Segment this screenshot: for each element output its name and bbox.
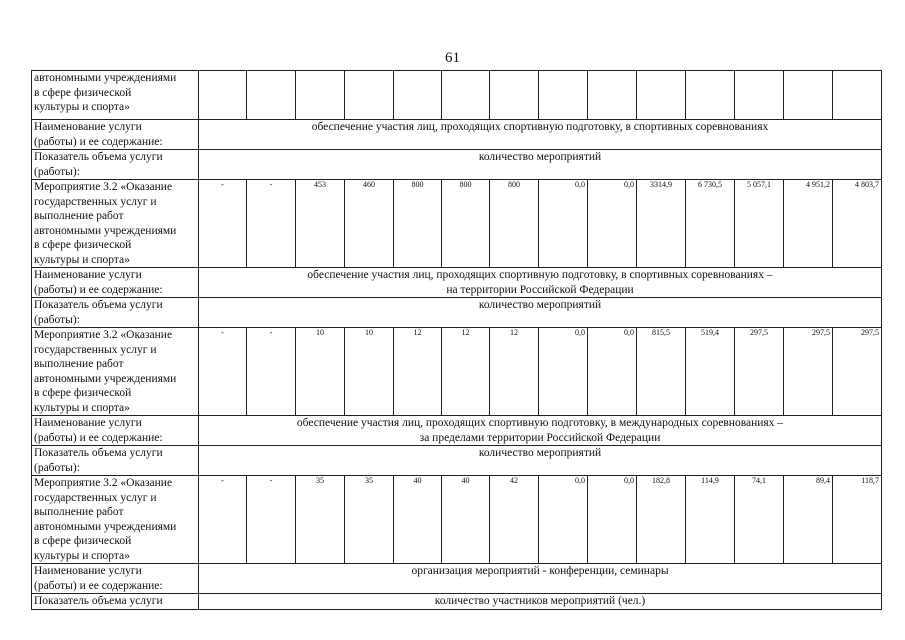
value-cell: 297,5 (833, 328, 882, 416)
row-label-line: государственных услуг и (34, 195, 157, 208)
value-cell: 0,0 (539, 476, 588, 564)
value-cell (247, 71, 296, 120)
value-cell: 35 (345, 476, 394, 564)
value-cell: - (199, 328, 247, 416)
row-label (32, 328, 199, 416)
description-line: обеспечение участия лиц, проходящих спортивную подготовку, в спортивных соревнованиях (311, 121, 769, 133)
row-label (32, 476, 199, 564)
row-label-line: выполнение работ (34, 506, 124, 518)
row-label-line: культуры и спорта» (34, 549, 130, 562)
value-cell: 12 (394, 328, 442, 416)
value-cell (833, 71, 882, 120)
indicator-row (32, 298, 882, 328)
value-cell: 460 (345, 180, 394, 268)
row-label (32, 298, 199, 328)
value-cell: 800 (394, 180, 442, 268)
value-cell: 40 (394, 476, 442, 564)
row-label (32, 71, 199, 120)
row-label (32, 446, 199, 476)
value-cell: 297,5 (784, 328, 833, 416)
row-label-line: Наименование услуги (34, 121, 142, 133)
value-cell (539, 71, 588, 120)
value-cell: 182,8 (637, 476, 686, 564)
row-label-line: выполнение работ (34, 210, 124, 222)
value-cell: 114,9 (686, 476, 735, 564)
row-label-line: (работы): (34, 461, 80, 474)
description-line: количество мероприятий (478, 447, 602, 459)
value-cell: 10 (345, 328, 394, 416)
row-label-line: автономными учреждениями (34, 72, 177, 84)
row-label-line: в сфере физической (34, 535, 132, 547)
value-cell: 10 (296, 328, 345, 416)
row-label-line: Наименование услуги (34, 269, 142, 281)
service-description (199, 120, 882, 150)
row-label (32, 564, 199, 594)
value-cell (490, 71, 539, 120)
value-cell: - (247, 328, 296, 416)
indicator-row (32, 594, 882, 610)
value-cell: 4 803,7 (833, 180, 882, 268)
row-label-line: Наименование услуги (34, 565, 142, 577)
volume-indicator (199, 446, 882, 476)
description-line: количество участников мероприятий (чел.) (434, 595, 646, 607)
service-description (199, 564, 882, 594)
value-cell: 35 (296, 476, 345, 564)
value-cell: 453 (296, 180, 345, 268)
row-label-line: Показатель объема услуги (34, 299, 163, 311)
services-table (31, 70, 882, 610)
measure-row (32, 71, 882, 120)
description-line: организация мероприятий - конференции, семинары (411, 565, 669, 577)
value-cell (735, 71, 784, 120)
row-label-line: автономными учреждениями (34, 372, 177, 385)
description-line: на территории Российской Федерации (446, 283, 634, 296)
value-cell: 0,0 (588, 476, 637, 564)
measure-row (32, 180, 882, 268)
row-label-line: государственных услуг и (34, 491, 157, 504)
value-cell (345, 71, 394, 120)
value-cell (588, 71, 637, 120)
row-label-line: в сфере физической (34, 387, 132, 399)
volume-indicator (199, 150, 882, 180)
value-cell: 42 (490, 476, 539, 564)
row-label-line: выполнение работ (34, 358, 124, 370)
value-cell: 6 730,5 (686, 180, 735, 268)
value-cell: 0,0 (588, 328, 637, 416)
row-label-line: Мероприятие 3.2 «Оказание (34, 477, 173, 489)
service-description (199, 268, 882, 298)
volume-indicator (199, 298, 882, 328)
value-cell (442, 71, 490, 120)
row-label-line: Наименование услуги (34, 417, 142, 429)
measure-row (32, 476, 882, 564)
measure-row (32, 328, 882, 416)
service-row (32, 416, 882, 446)
value-cell: 815,5 (637, 328, 686, 416)
value-cell: 74,1 (735, 476, 784, 564)
indicator-row (32, 150, 882, 180)
value-cell (199, 71, 247, 120)
volume-indicator (199, 594, 882, 610)
description-line: за пределами территории Российской Федерации (419, 431, 661, 444)
value-cell: - (199, 180, 247, 268)
value-cell: - (199, 476, 247, 564)
value-cell: 800 (490, 180, 539, 268)
row-label-line: Мероприятие 3.2 «Оказание (34, 329, 173, 341)
value-cell: 800 (442, 180, 490, 268)
value-cell: 4 951,2 (784, 180, 833, 268)
row-label-line: Показатель объема услуги (34, 595, 163, 607)
value-cell: 40 (442, 476, 490, 564)
value-cell: 12 (490, 328, 539, 416)
value-cell: 89,4 (784, 476, 833, 564)
row-label-line: Показатель объема услуги (34, 151, 163, 163)
value-cell: - (247, 476, 296, 564)
row-label-line: автономными учреждениями (34, 520, 177, 533)
row-label (32, 180, 199, 268)
row-label (32, 120, 199, 150)
row-label-line: (работы) и ее содержание: (34, 283, 163, 296)
row-label-line: (работы) и ее содержание: (34, 579, 163, 592)
row-label (32, 268, 199, 298)
value-cell (686, 71, 735, 120)
row-label-line: в сфере физической (34, 239, 132, 251)
page-number: 61 (445, 50, 460, 66)
row-label-line: автономными учреждениями (34, 224, 177, 237)
row-label-line: культуры и спорта» (34, 253, 130, 266)
description-line: количество мероприятий (478, 299, 602, 311)
row-label (32, 594, 199, 610)
row-label (32, 150, 199, 180)
value-cell: 5 057,1 (735, 180, 784, 268)
service-row (32, 120, 882, 150)
value-cell (637, 71, 686, 120)
indicator-row (32, 446, 882, 476)
value-cell: 0,0 (539, 328, 588, 416)
service-description (199, 416, 882, 446)
value-cell: 0,0 (588, 180, 637, 268)
description-line: количество мероприятий (478, 151, 602, 163)
value-cell: 519,4 (686, 328, 735, 416)
row-label-line: (работы) и ее содержание: (34, 135, 163, 148)
value-cell: - (247, 180, 296, 268)
row-label-line: культуры и спорта» (34, 101, 130, 113)
value-cell: 12 (442, 328, 490, 416)
value-cell (784, 71, 833, 120)
row-label-line: культуры и спорта» (34, 401, 130, 414)
description-line: обеспечение участия лиц, проходящих спортивную подготовку, в спортивных соревнованиях – (307, 269, 773, 281)
value-cell: 3314,9 (637, 180, 686, 268)
row-label-line: государственных услуг и (34, 343, 157, 356)
row-label-line: (работы) и ее содержание: (34, 431, 163, 444)
row-label (32, 416, 199, 446)
row-label-line: в сфере физической (34, 86, 132, 99)
value-cell: 118,7 (833, 476, 882, 564)
service-row (32, 564, 882, 594)
row-label-line: (работы): (34, 165, 80, 178)
value-cell (296, 71, 345, 120)
description-line: обеспечение участия лиц, проходящих спортивную подготовку, в международных соревнованиях – (296, 417, 784, 429)
service-row (32, 268, 882, 298)
value-cell: 0,0 (539, 180, 588, 268)
value-cell (394, 71, 442, 120)
value-cell: 297,5 (735, 328, 784, 416)
row-label-line: Показатель объема услуги (34, 447, 163, 459)
row-label-line: Мероприятие 3.2 «Оказание (34, 181, 173, 193)
row-label-line: (работы): (34, 313, 80, 326)
